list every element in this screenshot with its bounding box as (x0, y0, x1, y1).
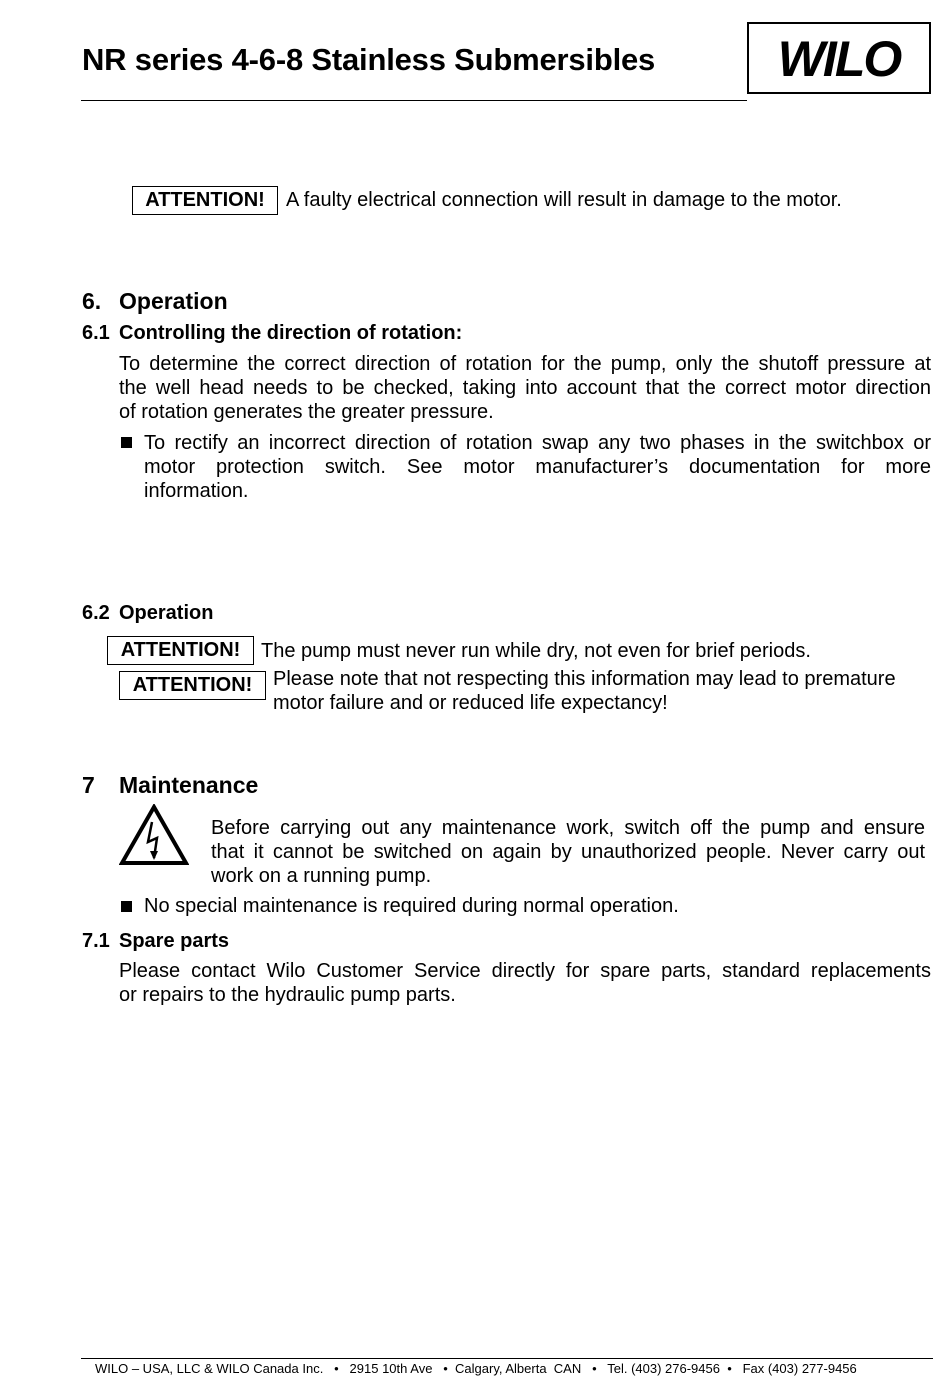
spare-parts-paragraph (119, 959, 931, 1007)
paragraph-line: Please contact Wilo Customer Service directly for spare parts, standard replacements (119, 960, 931, 982)
rotation-paragraph (119, 352, 931, 424)
bullet-line: information. (144, 480, 249, 502)
section-title: Maintenance (119, 772, 259, 798)
section-number: 7 (82, 772, 95, 798)
footer-rule (81, 1358, 933, 1359)
warning-line: work on a running pump. (211, 865, 432, 887)
paragraph-line: To determine the correct direction of rotation for the pump, only the shutoff pressure at (119, 353, 931, 375)
bullet-square (121, 437, 132, 448)
notice-premature-failure (273, 667, 896, 715)
wilo-logo-graphic (749, 24, 929, 92)
high-voltage-warning-icon (119, 804, 189, 866)
warning-line: Before carrying out any maintenance work, switch off the pump and ensure (211, 817, 925, 839)
subsection-title: Spare parts (119, 930, 230, 952)
subsection-number: 7.1 (82, 930, 110, 952)
wilo-logo (747, 22, 931, 94)
notice-electrical: A faulty electrical connection will result in damage to the motor. (286, 189, 842, 211)
warning-line: that it cannot be switched on again by unauthorized people. Never carry out (211, 841, 925, 863)
rotation-bullet (144, 431, 931, 503)
attention-badge: ATTENTION! (107, 636, 254, 665)
subsection-number: 6.1 (82, 322, 110, 344)
bullet-line: motor protection switch. See motor manufacturer’s documentation for more (144, 456, 931, 478)
maintenance-bullet: No special maintenance is required during normal operation. (144, 895, 679, 917)
subsection-number: 6.2 (82, 602, 110, 624)
paragraph-line: or repairs to the hydraulic pump parts. (119, 984, 456, 1006)
paragraph-line: the well head needs to be checked, taking into account that the correct motor direction (119, 377, 931, 399)
attention-badge: ATTENTION! (119, 671, 266, 700)
notice-dry-run: The pump must never run while dry, not even for brief periods. (261, 640, 811, 662)
section-title: Operation (119, 288, 228, 314)
subsection-title: Operation (119, 602, 214, 624)
maintenance-warning (211, 816, 925, 888)
notice-line: Please note that not respecting this information may lead to premature (273, 668, 896, 690)
paragraph-line: of rotation generates the greater pressure. (119, 401, 494, 423)
wilo-logo-text: WILO (777, 31, 901, 87)
section-number: 6. (82, 288, 102, 314)
title-underline (81, 100, 747, 101)
document-title: NR series 4-6-8 Stainless Submersibles (82, 42, 656, 77)
attention-badge: ATTENTION! (132, 186, 278, 215)
notice-line: motor failure and or reduced life expectancy! (273, 692, 668, 714)
bullet-square (121, 901, 132, 912)
footer-contact: WILO – USA, LLC & WILO Canada Inc. • 2915 10th Ave • Calgary, Alberta CAN • Tel. (403) 276-9456 • Fax (403) 277-9456 (95, 1361, 857, 1376)
bullet-line: To rectify an incorrect direction of rotation swap any two phases in the switchbox or (144, 432, 931, 454)
subsection-title: Controlling the direction of rotation: (119, 322, 463, 344)
